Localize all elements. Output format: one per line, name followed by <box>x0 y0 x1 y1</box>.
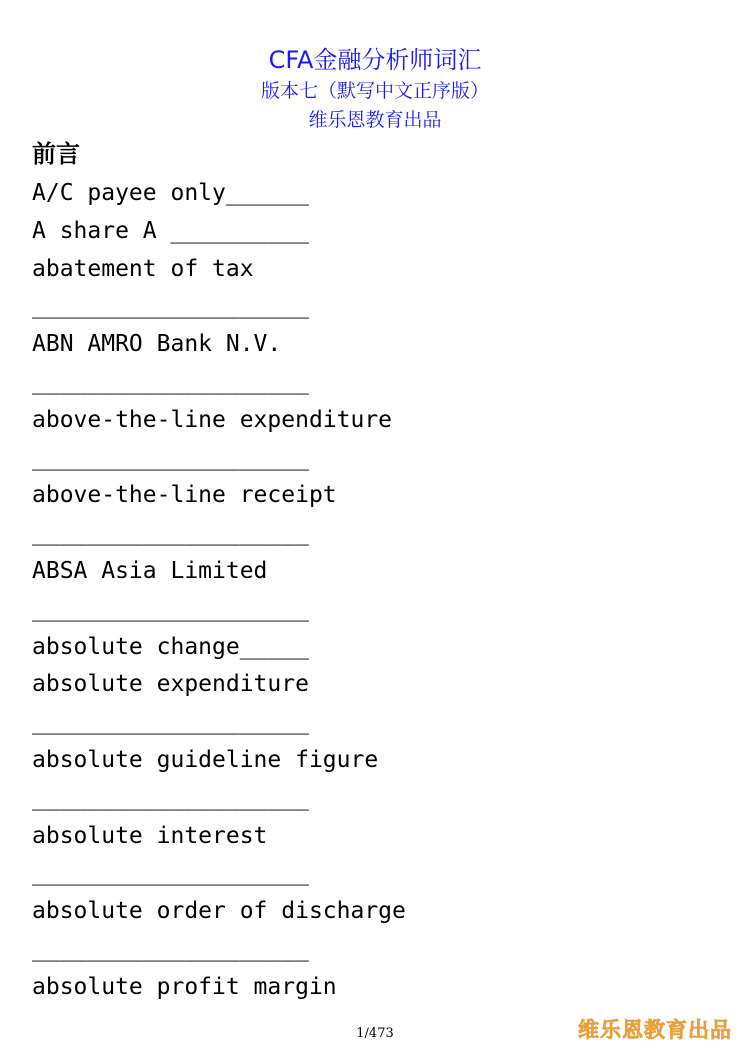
blank-line: ____________________ <box>32 860 309 887</box>
vocab-line: absolute profit margin <box>32 973 337 1000</box>
vocab-line: A share A __________ <box>32 217 309 244</box>
vocab-line: absolute interest <box>32 822 268 849</box>
vocab-line: abatement of tax <box>32 255 254 282</box>
vocab-line: absolute guideline figure <box>32 746 379 773</box>
vocab-line: ABN AMRO Bank N.V. <box>32 331 282 358</box>
vocab-line: A/C payee only______ <box>32 180 309 206</box>
blank-line: ____________________ <box>32 709 309 736</box>
vocab-line: absolute change_____ <box>32 633 309 660</box>
blank-line: ____________________ <box>32 520 309 547</box>
vocab-line: absolute order of discharge <box>32 898 406 925</box>
vocab-line: above-the-line expenditure <box>32 406 393 433</box>
vocab-line: above-the-line receipt <box>32 482 337 509</box>
blank-line: ____________________ <box>32 784 309 811</box>
vocab-line: absolute expenditure <box>32 671 309 698</box>
page-number: 1/473 <box>356 1026 394 1041</box>
document-title: CFA金融分析师词汇 <box>268 46 482 74</box>
vocabulary-list <box>32 175 732 1007</box>
blank-line: ____________________ <box>32 595 309 622</box>
blank-line: ____________________ <box>32 935 309 962</box>
vocab-line: ABSA Asia Limited <box>32 557 268 584</box>
publisher-line: 维乐恩教育出品 <box>308 109 442 131</box>
document-subtitle: 版本七（默写中文正序版） <box>260 80 489 102</box>
watermark-logo: 维乐恩教育出品 <box>578 1018 732 1042</box>
blank-line: ____________________ <box>32 368 309 395</box>
blank-line: ____________________ <box>32 444 309 471</box>
section-heading: 前言 <box>32 140 80 168</box>
blank-line: ____________________ <box>32 293 309 320</box>
